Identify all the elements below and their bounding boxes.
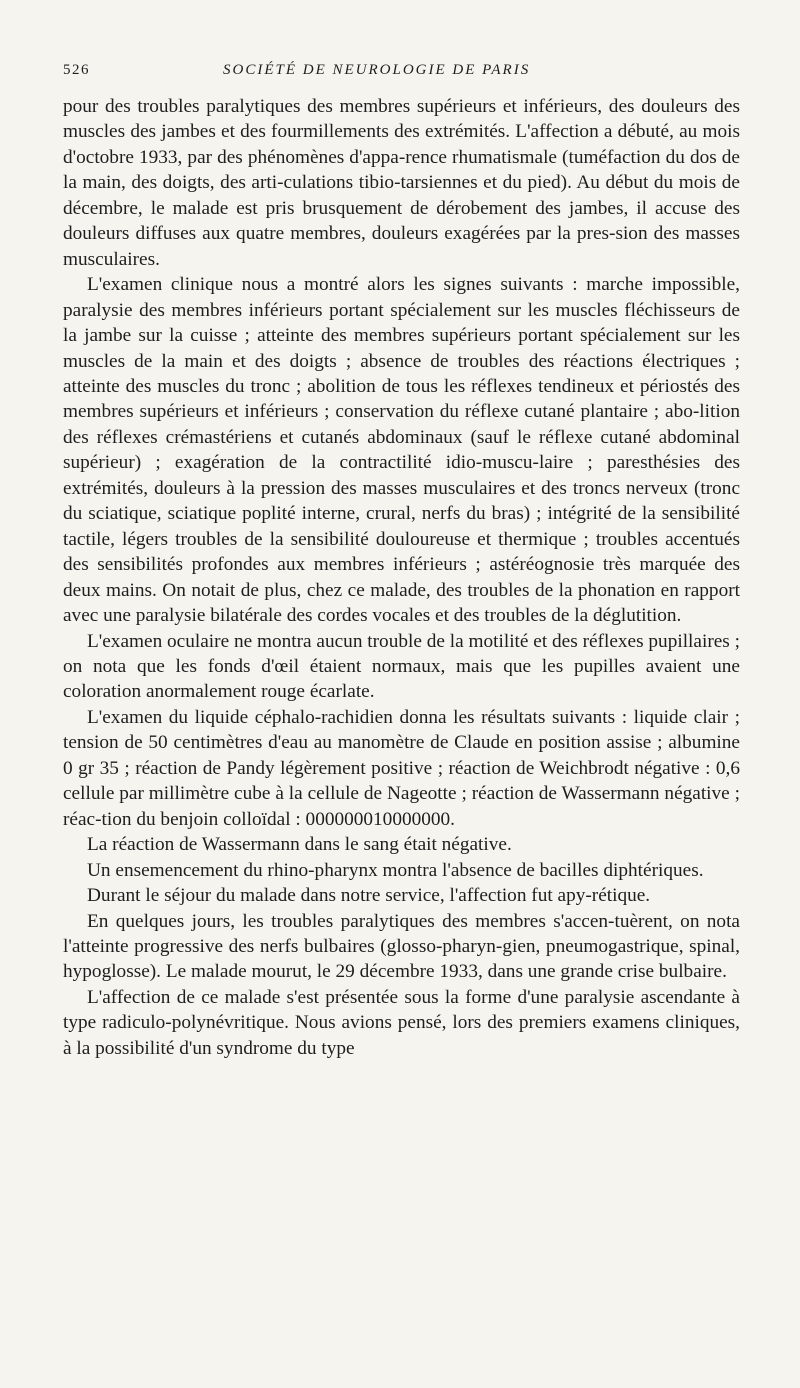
paragraph-rhinopharynx: Un ensemencement du rhino-pharynx montra l'absence de bacilles diphtériques. (87, 859, 704, 881)
page-number: 526 (63, 62, 90, 78)
paragraph-csf-exam: L'examen du liquide céphalo-rachidien donna les résultats suivants : liquide clair ; tension de 50 centimètres d'eau au manomètre de Claude en position assise ; albumine 0 gr 35 ; réaction de Pandy légèrement positive ; réaction de Weichbrodt négative : 0,6 cellule par millimètre cube à la cellule de Nageotte ; réaction de Wassermann négative ; réac-tion du benjoin colloïdal : 000000010000000. (63, 706, 740, 830)
body-text (63, 94, 740, 1061)
paragraph-progression: En quelques jours, les troubles paralytiques des membres s'accen-tuèrent, on nota l'atteinte progressive des nerfs bulbaires (glosso-pharyn-gien, pneumogastrique, spinal, hypoglosse). Le malade mourut, le 29 décembre 1933, dans une grande crise bulbaire. (63, 910, 740, 983)
running-head (63, 62, 740, 88)
paragraph-clinical-exam: L'examen clinique nous a montré alors les signes suivants : marche impossible, paralysie des membres inférieurs portant spécialement sur les muscles fléchisseurs de la jambe sur la cuisse ; atteinte des membres supérieurs portant spécialement sur les muscles de la main et des doigts ; absence de troubles des réactions électriques ; atteinte des muscles du tronc ; abolition de tous les réflexes tendineux et périostés des membres supérieurs et inférieurs ; conservation du réflexe cutané plantaire ; abo-lition des réflexes crémastériens et cutanés abdominaux (sauf le réflexe cutané abdominal supérieur) ; exagération de la contractilité idio-muscu-laire ; paresthésies des extrémités, douleurs à la pression des masses musculaires et des troncs nerveux (tronc du sciatique, sciatique poplité interne, crural, nerfs du bras) ; intégrité de la sensibilité tactile, légers troubles de la sensibilité douloureuse et thermique ; troubles accentués des sensibilités profondes aux membres inférieurs ; astéréognosie très marquée des deux mains. On notait de plus, chez ce malade, des troubles de la phonation en rapport avec une paralysie bilatérale des cordes vocales et des troubles de la déglutition. (63, 274, 740, 627)
paragraph-ocular-exam: L'examen oculaire ne montra aucun trouble de la motilité et des réflexes pupillaires ; on nota que les fonds d'œil étaient normaux, mais que les pupilles avaient une coloration anormalement rouge écarlate. (63, 630, 740, 703)
paragraph-continuation: pour des troubles paralytiques des membres supérieurs et inférieurs, des douleurs des muscles des jambes et des fourmillements des extrémités. L'affection a débuté, au mois d'octobre 1933, par des phénomènes d'appa-rence rhumatismale (tuméfaction du dos de la main, des doigts, des arti-culations tibio-tarsiennes et du pied). Au début du mois de décembre, le malade est pris brusquement de dérobement des jambes, il accuse des douleurs diffuses aux quatre membres, douleurs exagérées par la pres-sion des masses musculaires. (63, 96, 740, 270)
paragraph-discussion: L'affection de ce malade s'est présentée sous la forme d'une paralysie ascendante à type radiculo-polynévritique. Nous avions pensé, lors des premiers examens cliniques, à la possibilité d'un syndrome du type (63, 986, 740, 1059)
paragraph-blood-wassermann: La réaction de Wassermann dans le sang était négative. (87, 834, 512, 856)
journal-title: SOCIÉTÉ DE NEUROLOGIE DE PARIS (223, 62, 531, 78)
paragraph-apyretic: Durant le séjour du malade dans notre service, l'affection fut apy-rétique. (87, 885, 651, 907)
